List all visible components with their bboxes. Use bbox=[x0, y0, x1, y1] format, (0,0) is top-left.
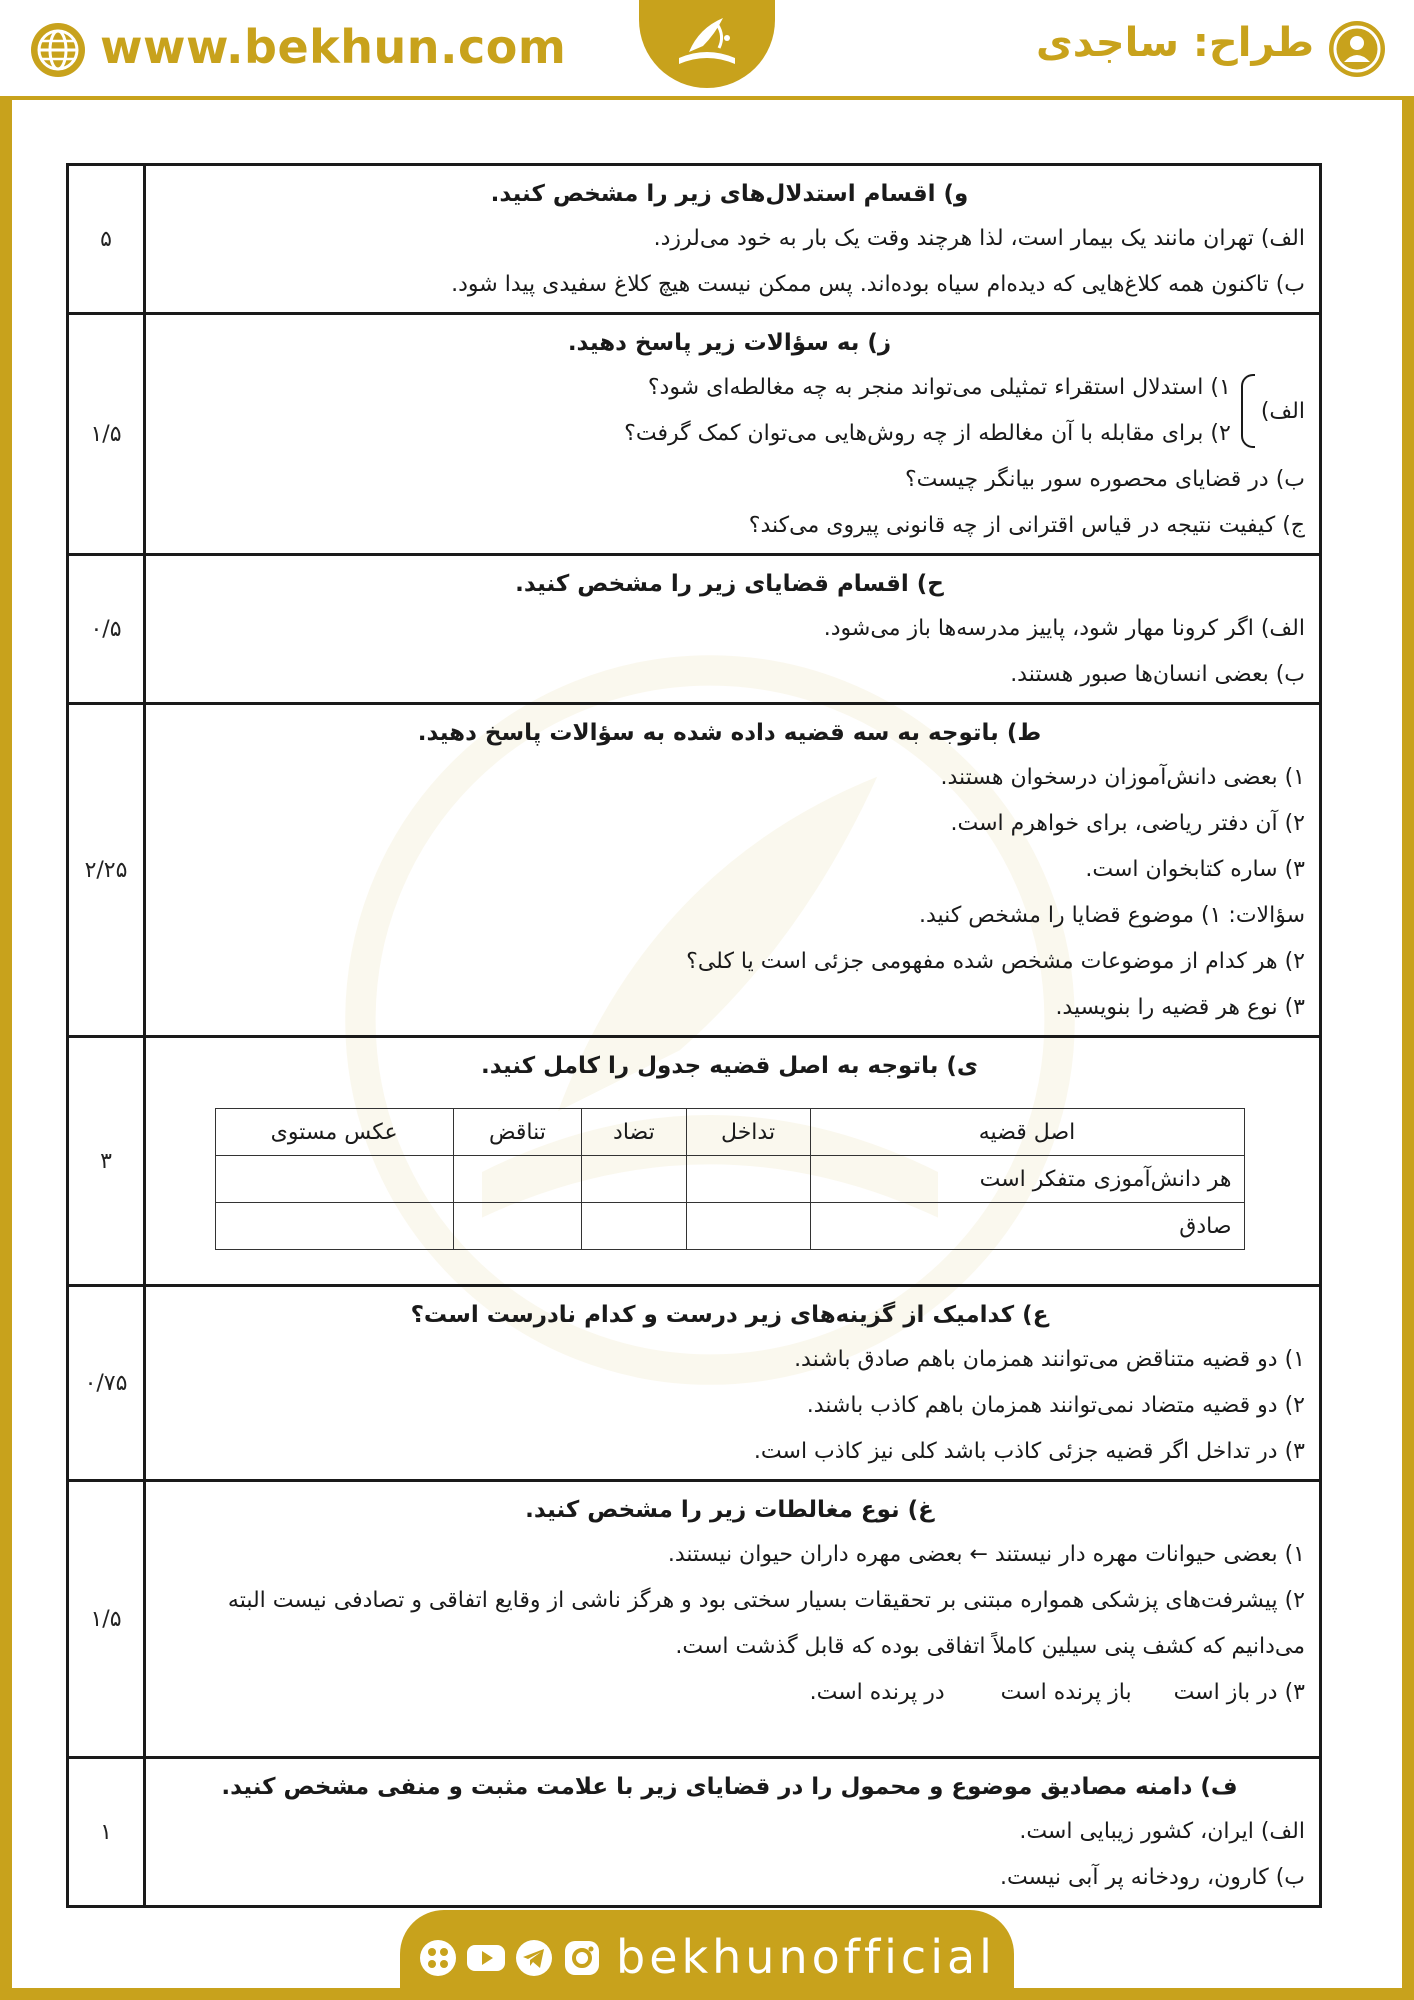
question-row bbox=[68, 1481, 1321, 1758]
footer-social-bar bbox=[400, 1910, 1014, 2000]
table-cell bbox=[215, 1156, 453, 1203]
table-row bbox=[215, 1156, 1244, 1203]
group-label: الف) bbox=[1260, 398, 1305, 424]
question-score: ۲/۲۵ bbox=[68, 704, 145, 1037]
question-body bbox=[145, 555, 1321, 704]
table-header-cell: تضاد bbox=[582, 1109, 687, 1156]
question-title: ف) دامنه مصادیق موضوع و محمول را در قضایای زیر با علامت مثبت و منفی مشخص کنید. bbox=[221, 1774, 1238, 1800]
table-cell bbox=[686, 1156, 810, 1203]
question-score: ۵ bbox=[68, 165, 145, 314]
question-line: ۱) بعضی دانش‌آموزان درسخوان هستند. bbox=[940, 765, 1305, 790]
question-line: ۳) نوع هر قضیه را بنویسید. bbox=[1055, 995, 1305, 1020]
table-header-cell: تداخل bbox=[686, 1109, 810, 1156]
question-row bbox=[68, 555, 1321, 704]
exam-questions-table bbox=[66, 163, 1322, 1908]
question-line: ۲) آن دفتر ریاضی، برای خواهرم است. bbox=[950, 811, 1305, 836]
aparat-icon[interactable] bbox=[418, 1938, 458, 1978]
question-row bbox=[68, 1758, 1321, 1907]
question-score: ۰/۵ bbox=[68, 555, 145, 704]
question-line: ۳) در باز است باز پرنده است در پرنده است. bbox=[809, 1680, 1305, 1705]
youtube-icon[interactable] bbox=[466, 1938, 506, 1978]
question-body bbox=[145, 165, 1321, 314]
question-line: ۲) هر کدام از موضوعات مشخص شده مفهومی جزئی است یا کلی؟ bbox=[686, 949, 1305, 974]
globe-icon bbox=[28, 20, 88, 80]
question-row bbox=[68, 165, 1321, 314]
table-cell bbox=[582, 1203, 687, 1250]
table-row bbox=[215, 1203, 1244, 1250]
question-body bbox=[145, 314, 1321, 555]
question-row bbox=[68, 1037, 1321, 1286]
question-score: ۰/۷۵ bbox=[68, 1286, 145, 1481]
question-line: ۱) استدلال استقراء تمثیلی می‌تواند منجر به چه مغالطه‌ای شود؟ bbox=[647, 375, 1231, 400]
brace-symbol bbox=[1241, 374, 1255, 448]
user-icon bbox=[1326, 18, 1388, 80]
table-header-cell: تناقض bbox=[453, 1109, 581, 1156]
question-row bbox=[68, 1286, 1321, 1481]
question-line: ۱) بعضی حیوانات مهره دار نیستند ← بعضی مهره داران حیوان نیستند. bbox=[667, 1542, 1305, 1567]
question-line: ج) کیفیت نتیجه در قیاس اقترانی از چه قانونی پیروی می‌کند؟ bbox=[748, 513, 1305, 538]
table-header-row bbox=[215, 1109, 1244, 1156]
question-line: ب) تاکنون همه کلاغ‌هایی که دیده‌ام سیاه بوده‌اند. پس ممکن نیست هیچ کلاغ سفیدی پیدا شود. bbox=[451, 272, 1305, 297]
table-cell: هر دانش‌آموزی متفکر است bbox=[810, 1156, 1244, 1203]
question-score: ۱/۵ bbox=[68, 314, 145, 555]
site-url[interactable]: www.bekhun.com bbox=[100, 20, 567, 74]
question-title: و) اقسام استدلال‌های زیر را مشخص کنید. bbox=[490, 181, 969, 207]
telegram-icon[interactable] bbox=[514, 1938, 554, 1978]
question-body bbox=[145, 1037, 1321, 1286]
question-line: ۳) ساره کتابخوان است. bbox=[1085, 857, 1305, 882]
table-header-cell: عکس مستوی bbox=[215, 1109, 453, 1156]
question-line: ۲) دو قضیه متضاد نمی‌توانند همزمان باهم کاذب باشند. bbox=[806, 1393, 1305, 1418]
header-bar bbox=[0, 0, 1414, 100]
question-line: الف) ایران، کشور زیبایی است. bbox=[1019, 1819, 1305, 1844]
instagram-icon[interactable] bbox=[562, 1938, 602, 1978]
question-score: ۱/۵ bbox=[68, 1481, 145, 1758]
question-title: ع) کدامیک از گزینه‌های زیر درست و کدام نادرست است؟ bbox=[410, 1302, 1049, 1328]
question-row bbox=[68, 704, 1321, 1037]
question-line: ۲) برای مقابله با آن مغالطه از چه روش‌هایی می‌توان کمک گرفت؟ bbox=[624, 421, 1231, 446]
question-body bbox=[145, 1481, 1321, 1758]
question-body bbox=[145, 704, 1321, 1037]
question-line: ب) در قضایای محصوره سور بیانگر چیست؟ bbox=[904, 467, 1305, 492]
question-line: الف) تهران مانند یک بیمار است، لذا هرچند وقت یک بار به خود می‌لرزد. bbox=[653, 226, 1305, 251]
question-line: ب) کارون، رودخانه پر آبی نیست. bbox=[999, 1865, 1305, 1890]
question-title: ز) به سؤالات زیر پاسخ دهید. bbox=[567, 330, 892, 356]
question-body bbox=[145, 1758, 1321, 1907]
table-cell bbox=[686, 1203, 810, 1250]
question-title: ی) باتوجه به اصل قضیه جدول را کامل کنید. bbox=[481, 1053, 978, 1079]
table-cell bbox=[453, 1203, 581, 1250]
question-line: الف) اگر کرونا مهار شود، پاییز مدرسه‌ها باز می‌شود. bbox=[823, 616, 1305, 641]
question-line: ب) بعضی انسان‌ها صبور هستند. bbox=[1010, 662, 1305, 687]
question-body bbox=[145, 1286, 1321, 1481]
table-cell bbox=[582, 1156, 687, 1203]
question-line: ۱) دو قضیه متناقض می‌توانند همزمان باهم صادق باشند. bbox=[794, 1347, 1305, 1372]
proposition-table bbox=[215, 1108, 1245, 1250]
table-cell bbox=[215, 1203, 453, 1250]
question-title: غ) نوع مغالطات زیر را مشخص کنید. bbox=[525, 1497, 934, 1523]
question-line: ۳) در تداخل اگر قضیه جزئی کاذب باشد کلی نیز کاذب است. bbox=[753, 1439, 1305, 1464]
question-title: ح) اقسام قضایای زیر را مشخص کنید. bbox=[515, 571, 944, 597]
question-title: ط) باتوجه به سه قضیه داده شده به سؤالات پاسخ دهید. bbox=[417, 720, 1042, 746]
question-score: ۱ bbox=[68, 1758, 145, 1907]
footer-handle[interactable]: bekhunofficial bbox=[616, 1930, 996, 1984]
book-quill-icon bbox=[669, 8, 745, 80]
table-header-cell: اصل قضیه bbox=[810, 1109, 1244, 1156]
grouped-subquestions bbox=[154, 365, 1305, 457]
table-cell bbox=[453, 1156, 581, 1203]
designer-label: طراح: ساجدی bbox=[1036, 20, 1314, 66]
question-row bbox=[68, 314, 1321, 555]
brand-logo bbox=[639, 0, 775, 88]
table-cell: صادق bbox=[810, 1203, 1244, 1250]
question-line: سؤالات: ۱) موضوع قضایا را مشخص کنید. bbox=[919, 903, 1305, 928]
question-score: ۳ bbox=[68, 1037, 145, 1286]
question-line: ۲) پیشرفت‌های پزشکی همواره مبتنی بر تحقیقات بسیار سختی بود و هرگز ناشی از وقایع اتفاقی و تصادفی نیست البته می‌دانیم که کشف پنی سیلین کاملاً اتفاقی بوده که قابل گذشت است. bbox=[227, 1588, 1305, 1659]
